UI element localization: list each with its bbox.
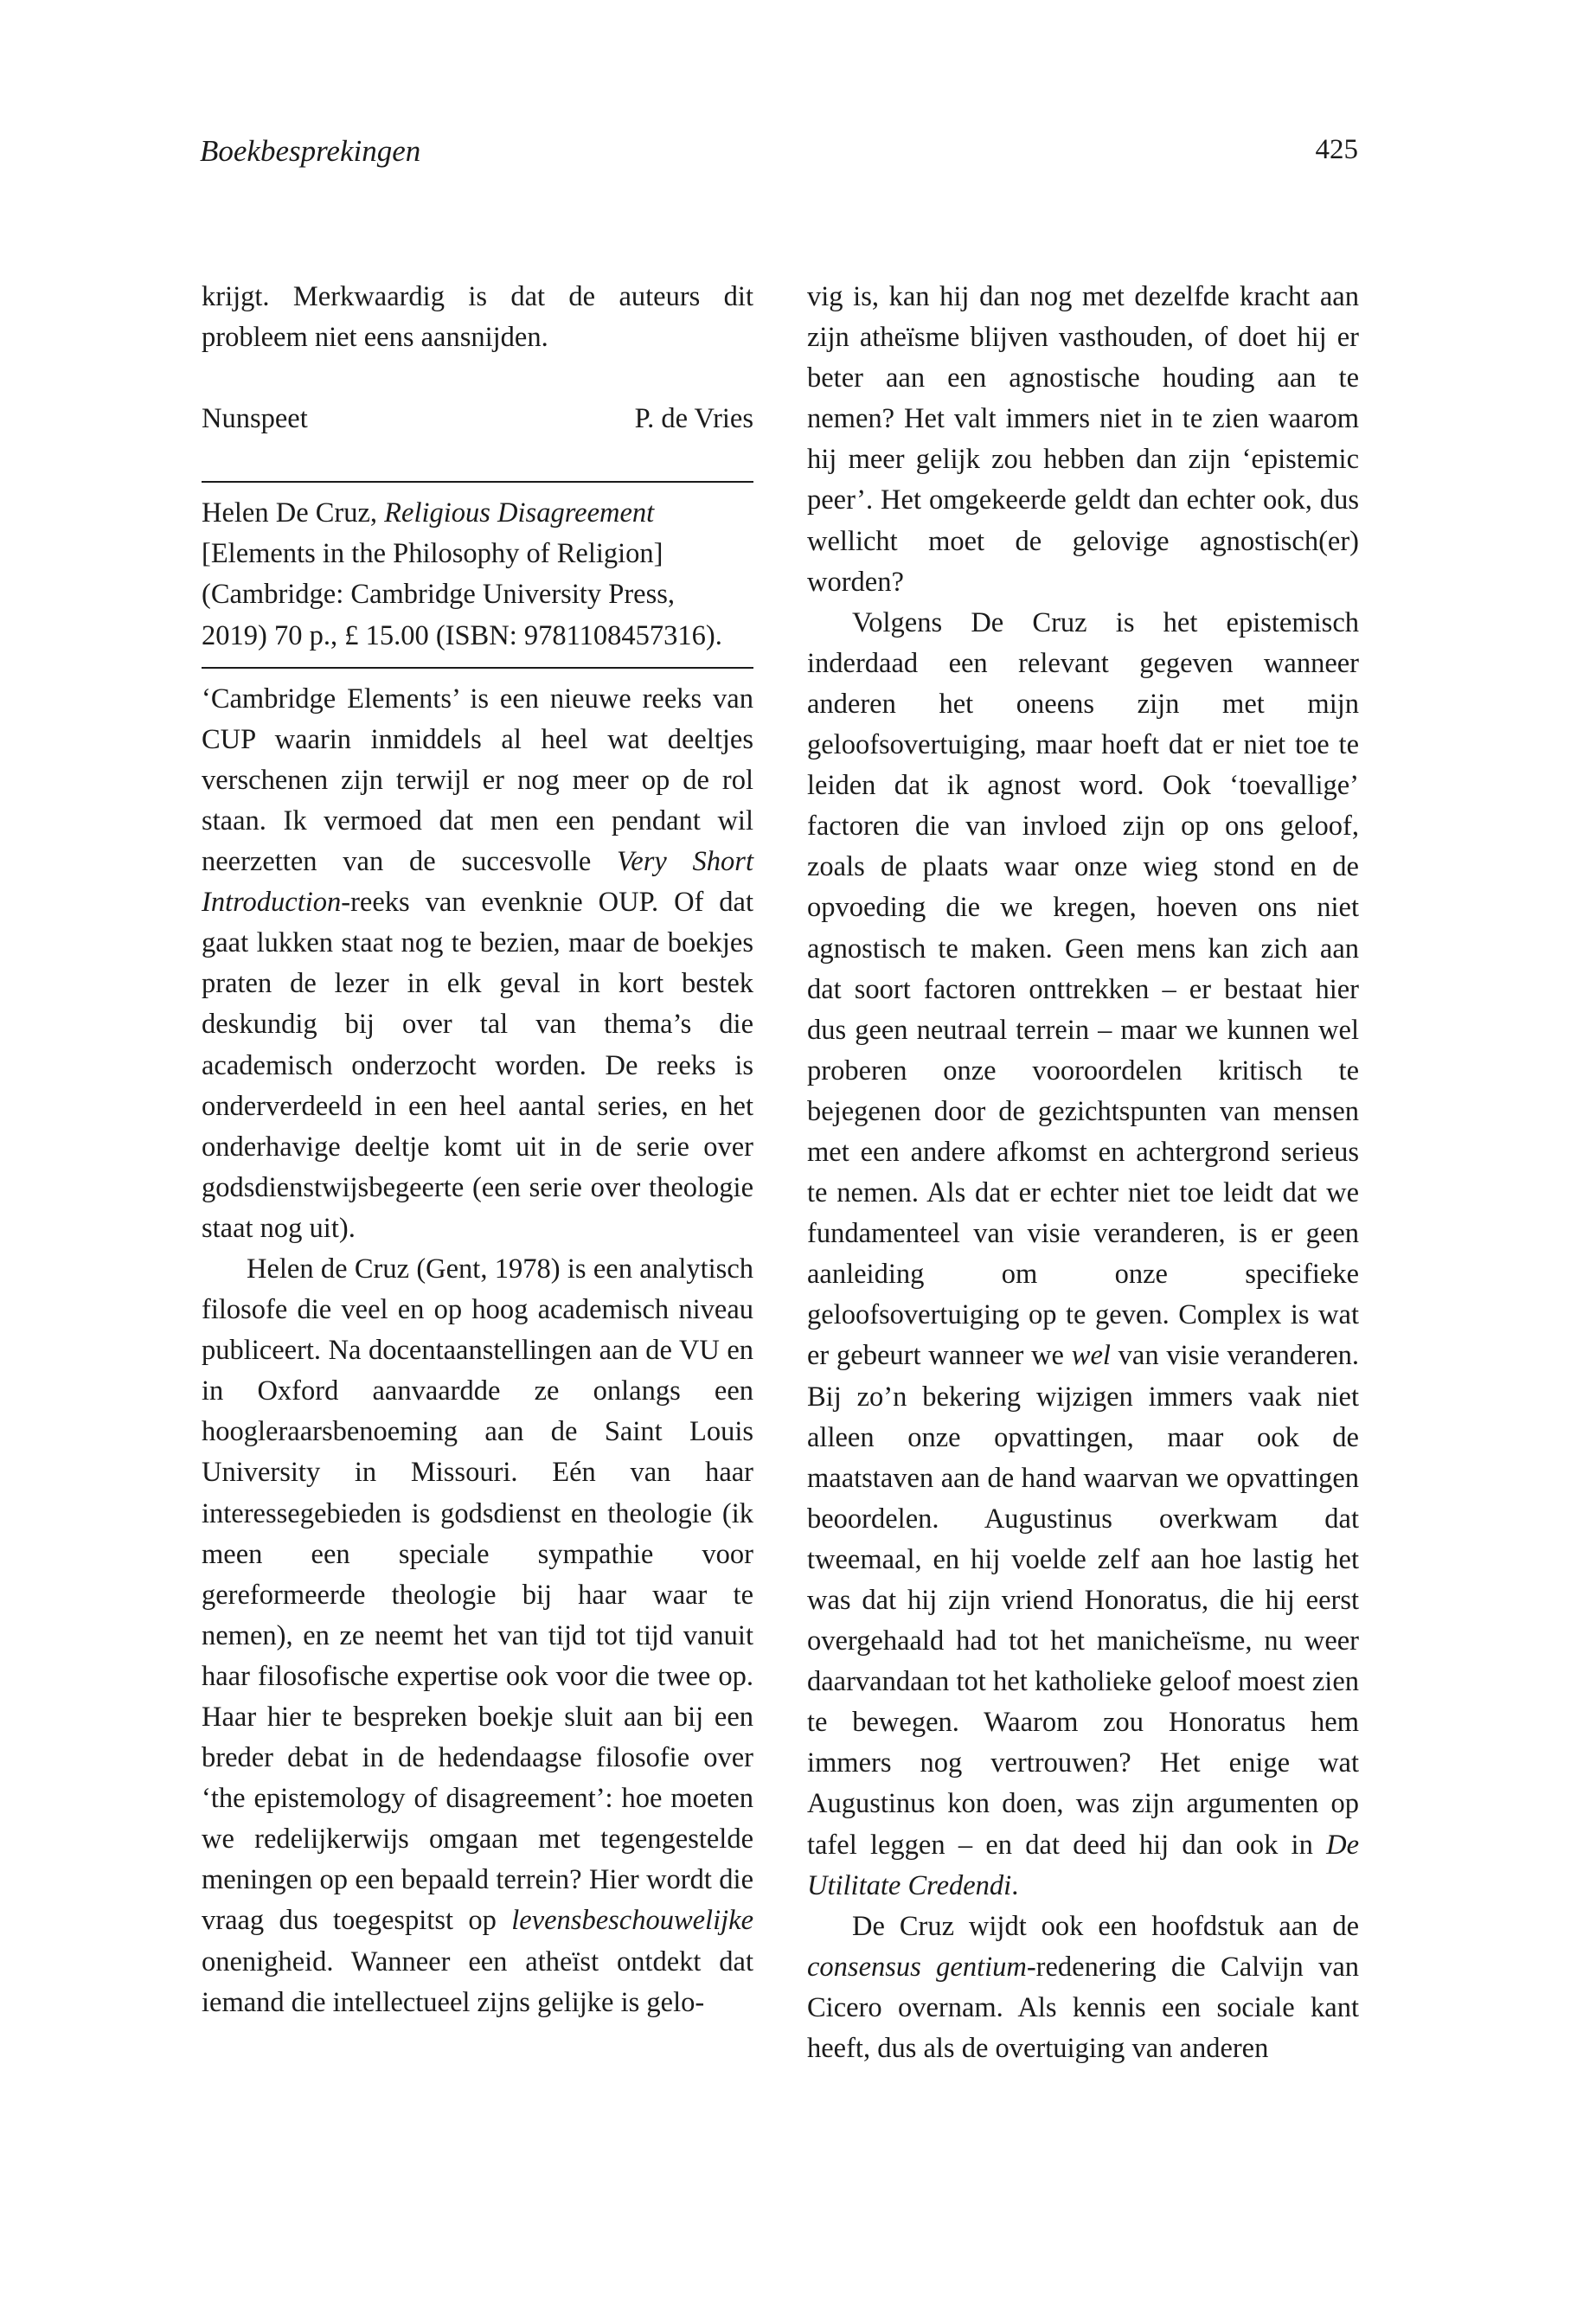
- italic-levensbeschouwelijke: levensbeschouwelijke: [511, 1905, 753, 1937]
- italic-de-utilitate-credendi: De Utilitate Credendi: [807, 1829, 1359, 1901]
- citation-series: [Elements in the Philosophy of Religion]: [202, 538, 663, 570]
- paragraph-consensus-gentium: De Cruz wijdt ook een hoofdstuk aan de consensus gentium-redenering die Calvijn van Cicero overnam. Als kennis een sociale kant heeft, dus als de overtuiging van anderen: [807, 1910, 1360, 2065]
- review-closing-paragraph: krijgt. Merkwaardig is dat de auteurs dit probleem niet eens aansnijden.: [202, 281, 753, 354]
- citation-rule-bottom: [202, 667, 753, 669]
- review-signoff: [202, 399, 753, 439]
- paragraph-volgens-de-cruz: Volgens De Cruz is het epistemisch inderdaad een relevant gegeven wanneer anderen het oneens zijn met mijn geloofsovertuiging, maar hoeft dat er niet toe te leiden dat ik agnost word. Ook ‘toevallige’ factoren die van invloed zijn op ons geloof, zoals de plaats waar onze wieg stond en de opvoeding die we kregen, hoeven ons niet agnostisch te maken. Geen mens kan zich aan dat soort factoren onttrekken – er bestaat hier dus geen neutraal terrein – maar we kunnen wel proberen onze vooroordelen kritisch te bejegenen door de gezichtspunten van mensen met een andere afkomst en achtergrond serieus te nemen. Als dat er echter niet toe leidt dat we fundamenteel van visie veranderen, is er geen aanleiding om onze specifieke geloofsovertuiging op te geven. Complex is wat er gebeurt wanneer we wel van visie veranderen. Bij zo’n bekering wijzigen immers vaak niet alleen onze opvattingen, maar ook de maatstaven aan de hand waarvan we opvattingen beoordelen. Augustinus overkwam dat tweemaal, en hij voelde zelf aan hoe lastig het was dat hij zijn vriend Honoratus, die hij eerst overgehaald had tot het manicheïsme, nu weer daarvandaan tot het katholieke geloof moest zien te bewegen. Waarom zou Honoratus hem immers nog vertrouwen? Het enige wat Augustinus kon doen, was zijn argumenten op tafel leggen – en dat deed hij dan ook in De Utilitate Credendi.: [807, 606, 1360, 1901]
- citation-details: 2019) 70 p., £ 15.00 (ISBN: 9781108457316).: [202, 619, 722, 651]
- signoff-reviewer: P. de Vries: [634, 403, 753, 435]
- citation-title: Religious Disagreement: [384, 497, 655, 529]
- italic-very-short-introduction: Very Short Introduction: [202, 846, 753, 919]
- left-column: [202, 277, 753, 2023]
- citation-publisher: (Cambridge: Cambridge University Press,: [202, 579, 675, 611]
- book-citation: [202, 493, 753, 656]
- citation-author: Helen De Cruz,: [202, 497, 385, 529]
- page-number: 425: [1315, 134, 1358, 165]
- signoff-place: Nunspeet: [202, 403, 308, 435]
- citation-rule-top: [202, 481, 753, 483]
- paragraph-continuation: vig is, kan hij dan nog met dezelfde kracht aan zijn atheïsme blijven vasthouden, of doet hij er beter aan een agnostische houding aan te nemen? Het valt immers niet in te zien waarom hij meer gelijk zou hebben dan zijn ‘epistemic peer’. Het omgekeerde geldt dan echter ook, dus wellicht moet de gelovige agnostisch(er) worden?: [807, 281, 1359, 598]
- italic-consensus-gentium: consensus gentium: [807, 1951, 1027, 1983]
- right-column: [807, 277, 1359, 2069]
- paragraph-cambridge-elements: ‘Cambridge Elements’ is een nieuwe reeks van CUP waarin inmiddels al heel wat deeltjes verschenen zijn terwijl er nog meer op de rol staan. Ik vermoed dat men een pendant wil neerzetten van de succesvolle Very Short Introduction-reeks van evenknie OUP. Of dat gaat lukken staat nog te bezien, maar de boekjes praten de lezer in elk geval in kort bestek deskundig bij over tal van thema’s die academisch onderzocht worden. De reeks is onderverdeeld in een heel aantal series, en het onderhavige deeltje komt uit in de serie over godsdienstwijsbegeerte (een serie over theologie staat nog uit).: [202, 683, 753, 1244]
- paragraph-helen-de-cruz: Helen de Cruz (Gent, 1978) is een analytisch filosofe die veel en op hoog academisch niveau publiceert. Na docentaanstellingen aan de VU en in Oxford aanvaardde ze onlangs een hoogleraarsbenoeming aan de Saint Louis University in Missouri. Eén van haar interessegebieden is godsdienst en theologie (ik meen een speciale sympathie voor gereformeerde theologie bij haar waar te nemen), en ze neemt het van tijd tot tijd vanuit haar filosofische expertise ook voor die twee op. Haar hier te bespreken boekje sluit aan bij een breder debat in de hedendaagse filosofie over ‘the epistemology of disagreement’: hoe moeten we redelijkerwijs omgaan met tegengestelde meningen op een bepaald terrein? Hier wordt die vraag dus toegespitst op levensbeschouwelijke onenigheid. Wanneer een atheïst ontdekt dat iemand die intellectueel zijns gelijke is gelo-: [202, 1253, 753, 2018]
- italic-wel: wel: [1071, 1340, 1111, 1372]
- running-head: Boekbesprekingen: [200, 134, 421, 168]
